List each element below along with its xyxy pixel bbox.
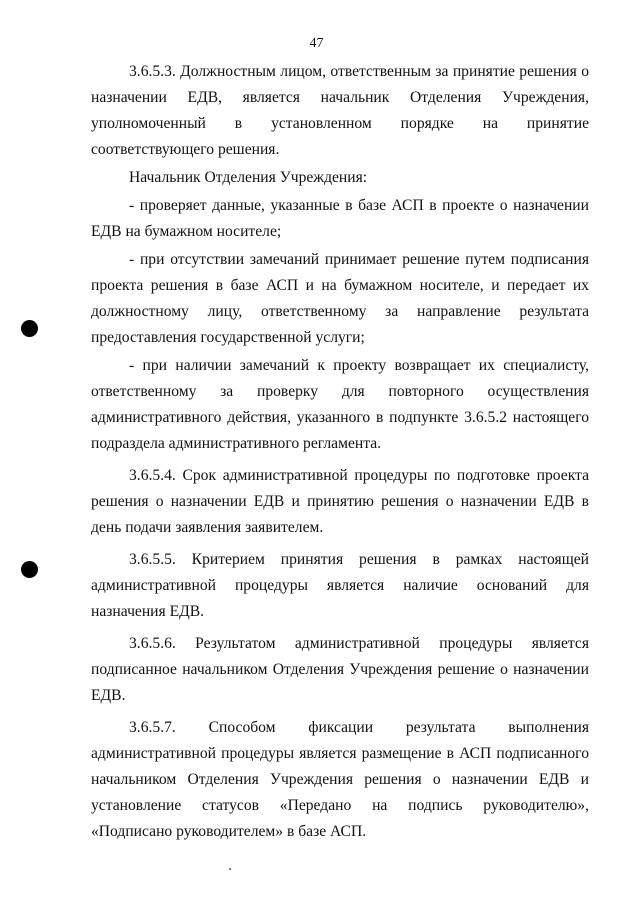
paragraph-3-6-5-3: 3.6.5.3. Должностным лицом, ответственным за принятие решения о назначении ЕДВ, является начальник Отделения Учреждения, уполномоченный в установленном порядке на принятие соответствующего решения.: [91, 63, 589, 158]
paragraph-3-6-5-5: 3.6.5.5. Критерием принятия решения в рамках настоящей административной процедуры является наличие оснований для назначения ЕДВ.: [91, 551, 589, 620]
page-number: 47: [309, 36, 324, 51]
document-body: [91, 59, 589, 847]
paragraph-checks-data: - проверяет данные, указанные в базе АСП в проекте о назначении ЕДВ на бумажном носителе;: [91, 197, 589, 240]
paragraph-with-remarks: - при наличии замечаний к проекту возвращает их специалисту, ответственному за проверку для повторного осуществления административного действия, указанного в подпункте 3.6.5.2 настоящего подраздела административного регламента.: [91, 357, 589, 452]
scan-speck: [229, 868, 231, 870]
punch-hole-mark: [21, 320, 38, 337]
paragraph-head-of-department: Начальник Отделения Учреждения:: [129, 169, 368, 186]
paragraph-3-6-5-6: 3.6.5.6. Результатом административной процедуры является подписанное начальником Отделения Учреждения решение о назначении ЕДВ.: [91, 635, 589, 704]
punch-hole-mark: [21, 561, 38, 578]
paragraph-no-remarks: - при отсутствии замечаний принимает решение путем подписания проекта решения в базе АСП и на бумажном носителе, и передает их должностному лицу, ответственному за направление результата предоставления государственной услуги;: [91, 251, 589, 346]
paragraph-3-6-5-7: 3.6.5.7. Способом фиксации результата выполнения административной процедуры является размещение в АСП подписанного начальником Отделения Учреждения решения о назначении ЕДВ и установление статусов «Передано на подпись руководителю», «Подписано руководителем» в базе АСП.: [91, 719, 589, 840]
paragraph-3-6-5-4: 3.6.5.4. Срок административной процедуры по подготовке проекта решения о назначении ЕДВ и принятию решения о назначении ЕДВ в день подачи заявления заявителем.: [91, 467, 589, 536]
